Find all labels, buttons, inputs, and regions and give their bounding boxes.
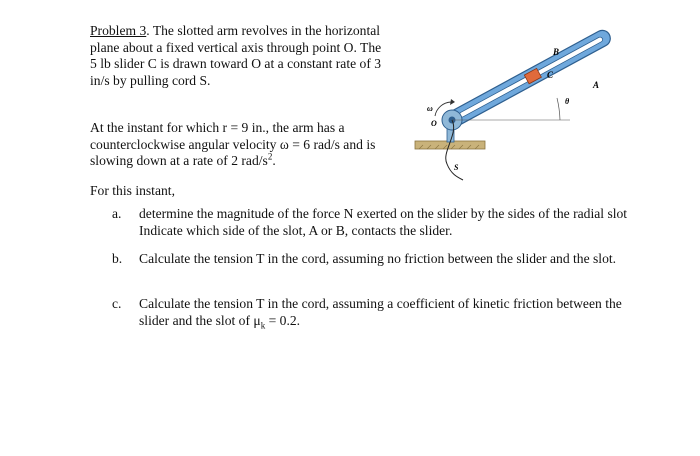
theta-arc (557, 98, 560, 120)
label-c: C (547, 70, 554, 80)
list-item-b (112, 251, 642, 268)
label-s: S (454, 163, 459, 172)
item-text: Calculate the tension T in the cord, assuming no friction between the slider and the slot. (139, 251, 617, 266)
label-o: O (431, 119, 437, 128)
label-omega: ω (427, 104, 433, 113)
for-instant-line: For this instant, (90, 183, 175, 198)
instant-text: At the instant for which r = 9 in., the arm has a counterclockwise angular velocity ω = 6 rad/s and is slowing down at a rate of 2 rad/s (90, 120, 376, 168)
label-theta: θ (565, 97, 570, 106)
label-a: A (593, 80, 600, 90)
item-label: b. (112, 251, 123, 266)
problem-statement (90, 23, 390, 89)
problem-intro: . The slotted arm revolves in the horizontal plane about a fixed vertical axis through point O. The 5 lb slider C is drawn toward O at a constant rate of 3 in/s by pulling cord S. (90, 23, 382, 88)
item-text: determine the magnitude of the force N exerted on the slider by the sides of the radial slot Indicate which side of the slot, A or B, contacts the slider. (139, 206, 628, 238)
list-item-c (112, 296, 642, 329)
label-b: B (553, 47, 560, 57)
instant-end: . (272, 153, 276, 168)
list-item-a (112, 206, 642, 239)
item-label: a. (112, 206, 122, 221)
exponent: 2 (267, 151, 273, 162)
instant-conditions (90, 120, 390, 170)
item-label: c. (112, 296, 122, 311)
item-text: Calculate the tension T in the cord, assuming a coefficient of kinetic friction between the slider and the slot of $\mu_k = 0.2$. (139, 296, 622, 331)
slotted-arm-figure (405, 22, 635, 187)
problem-label: Problem 3 (90, 23, 147, 38)
